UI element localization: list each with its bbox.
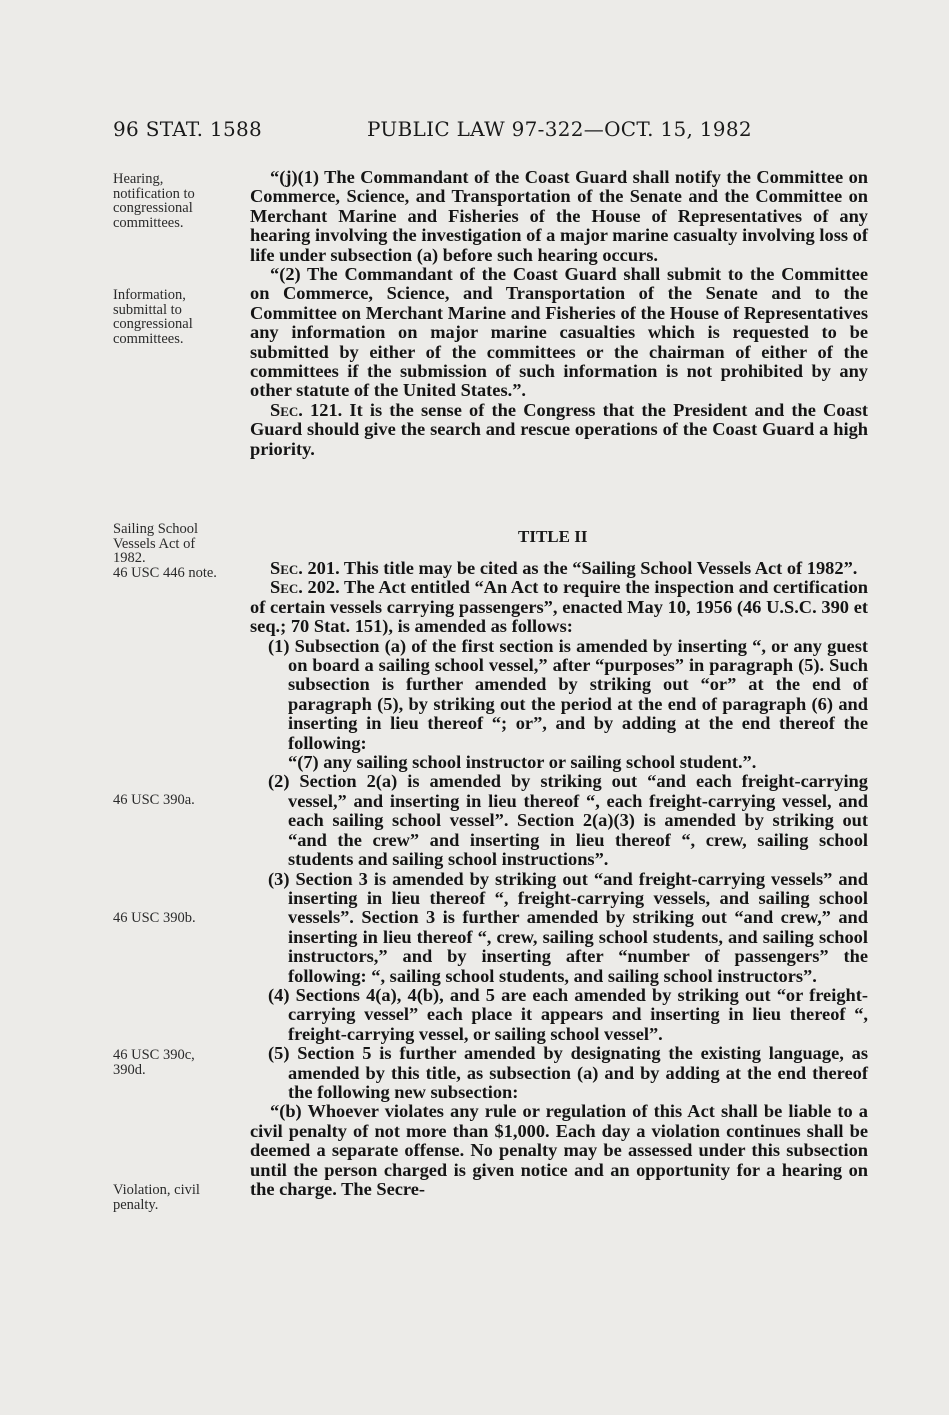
margin-note-390c <box>113 1048 238 1077</box>
text-block-section-j <box>250 168 868 459</box>
section-label: Sec. 202. <box>270 577 340 598</box>
margin-note-hearing <box>113 172 238 230</box>
margin-note-line: Information, <box>113 287 186 303</box>
margin-note-line: 46 USC 446 note. <box>113 564 217 581</box>
margin-note-line: 46 USC 390c, <box>113 1047 195 1063</box>
paragraph-amendment-5: (5) Section 5 is further amended by designating the existing language, as amended by this title, as subsection (a) and by adding at the end thereof the following new subsection: <box>268 1043 868 1102</box>
paragraph-sec-202 <box>250 578 868 636</box>
margin-note-line: Violation, civil <box>113 1182 200 1198</box>
margin-note-line: submittal to <box>113 301 182 318</box>
stat-page-number: 96 STAT. 1588 <box>113 117 263 141</box>
margin-note-information <box>113 288 238 346</box>
margin-note-line: 390d. <box>113 1061 146 1078</box>
margin-note-390b <box>113 911 238 926</box>
public-law-heading: PUBLIC LAW 97-322—OCT. 15, 1982 <box>367 117 752 141</box>
margin-note-390a <box>113 793 238 808</box>
margin-note-sailing-school <box>113 522 238 580</box>
section-text: This title may be cited as the “Sailing School Vessels Act of 1982”. <box>339 558 858 578</box>
title-heading: TITLE II <box>518 527 588 546</box>
margin-note-line: penalty. <box>113 1196 159 1213</box>
paragraph-j1: “(j)(1) The Commandant of the Coast Guard shall notify the Committee on Commerce, Science, and Transportation of the Senate and the Committee on Merchant Marine and Fisheries of the House of Representatives of any hearing involving the investigation of a major marine casualty involving loss of life under subsection (a) before such hearing occurs. <box>250 167 868 265</box>
margin-note-line: committees. <box>113 330 184 347</box>
section-text: It is the sense of the Congress that the President and the Coast Guard should give the search and rescue operations of the Coast Guard a high priority. <box>250 399 868 459</box>
margin-note-line: 1982. <box>113 550 146 566</box>
paragraph-amendment-3: (3) Section 3 is amended by striking out “and freight-carrying vessels” and inserting in lieu thereof “, freight-carrying vessels, and sailing school vessels”. Section 3 is further amended by striking out “and crew,” and inserting in lieu thereof “, crew, sailing school students, and sailing school instructors,” and by inserting after “number of passengers” the following: “, sailing school students, and sailing school instructors”. <box>268 868 868 986</box>
paragraph-sec-201 <box>250 559 868 578</box>
paragraph-amendment-1-7: “(7) any sailing school instructor or sailing school student.”. <box>288 752 757 773</box>
margin-note-line: congressional <box>113 200 193 216</box>
section-text: The Act entitled “An Act to require the inspection and certification of certain vessels carrying passengers”, enacted May 10, 1956 (46 U.S.C. 390 et seq.; 70 Stat. 151), is amended as follows: <box>250 577 869 637</box>
section-label: Sec. 121. <box>270 399 343 420</box>
text-block-title-ii <box>250 559 868 1199</box>
margin-note-line: 46 USC 390a. <box>113 792 195 808</box>
section-label: Sec. 201. <box>270 558 340 578</box>
margin-note-line: Sailing School <box>113 521 198 537</box>
paragraph-sec-121 <box>250 401 868 459</box>
margin-note-line: 46 USC 390b. <box>113 910 196 926</box>
margin-note-line: committees. <box>113 214 184 231</box>
margin-note-line: notification to <box>113 185 195 202</box>
margin-note-line: Hearing, <box>113 171 164 187</box>
margin-note-violation <box>113 1183 238 1212</box>
paragraph-amendment-1: (1) Subsection (a) of the first section is amended by inserting “, or any guest on board a sailing school vessel,” after “purposes” in paragraph (5). Such subsection is further amended by striking out “or” at the end of paragraph (5), by striking out the period at the end of paragraph (6) and inserting in lieu thereof “; or”, and by adding at the end thereof the following: <box>268 635 868 753</box>
paragraph-amendment-4: (4) Sections 4(a), 4(b), and 5 are each amended by striking out “or freight-carrying vessel” each place it appears and inserting in lieu thereof “, freight-carrying vessel, or sailing school vessel”. <box>268 984 868 1044</box>
paragraph-subsection-b: “(b) Whoever violates any rule or regulation of this Act shall be liable to a civil penalty of not more than $1,000. Each day a violation continues shall be deemed a separate offense. No penalty may be assessed under this subsection until the person charged is given notice and an opportunity for a hearing on the charge. The Secre- <box>250 1101 868 1199</box>
paragraph-j2: “(2) The Commandant of the Coast Guard shall submit to the Committee on Commerce, Science, and Transportation of the Senate and to the Committee on Merchant Marine and Fisheries of the House of Representatives any information on major marine casualties which is requested to be submitted by either of the committees or the chairman of either of the committees if the submission of such information is not prohibited by any other statute of the United States.”. <box>250 264 868 401</box>
margin-note-line: Vessels Act of <box>113 535 196 552</box>
margin-note-line: congressional <box>113 316 193 332</box>
paragraph-amendment-2: (2) Section 2(a) is amended by striking out “and each freight-carrying vessel,” and inserting in lieu thereof “, each freight-carrying vessel, and each sailing school vessel”. Section 2(a)(3) is amended by striking out “and the crew” and inserting in lieu thereof “, crew, sailing school students and sailing school instructions”. <box>268 771 868 870</box>
page-header <box>113 117 889 147</box>
